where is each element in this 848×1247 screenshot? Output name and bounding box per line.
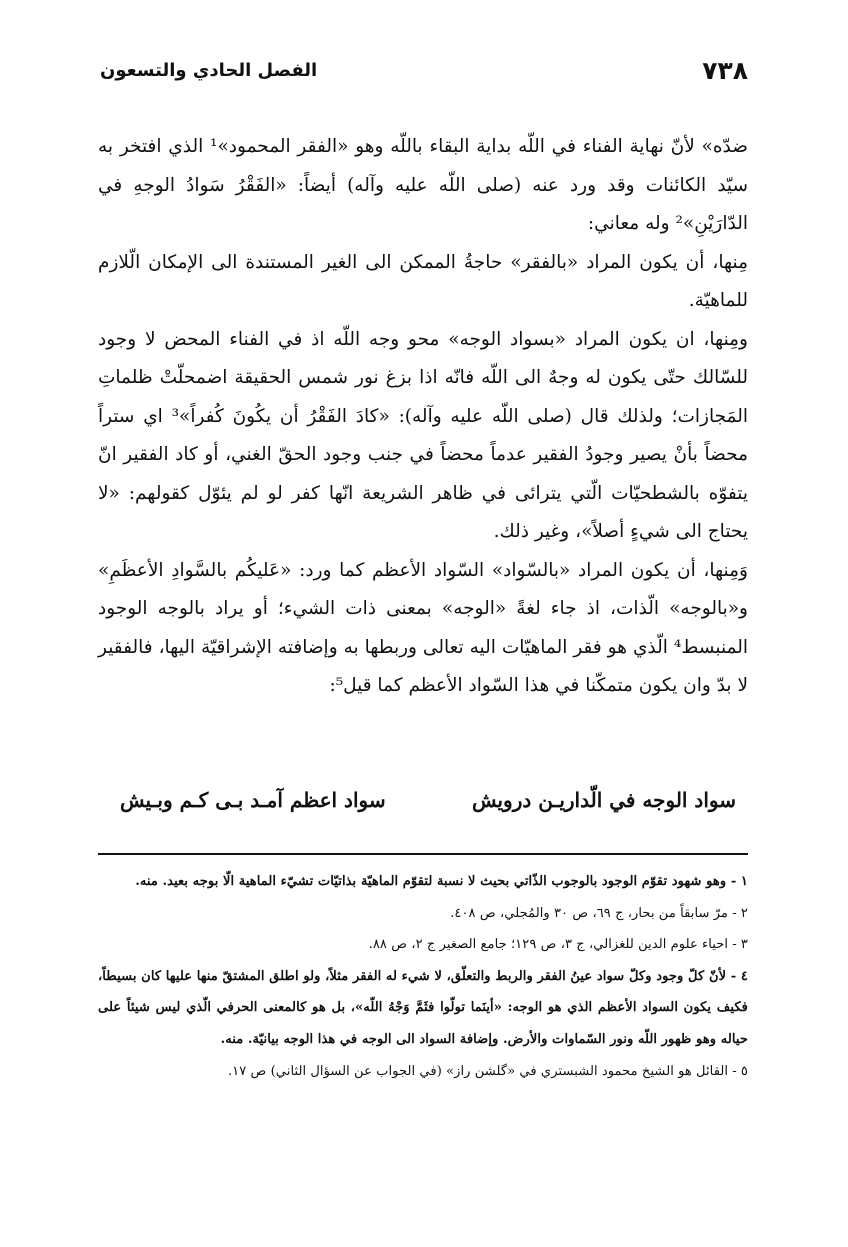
- paragraph: ضدّه» لأنّ نهاية الفناء في اللّه بداية البقاء باللّه وهو «الفقر المحمود»¹ الذي افتخر به سيّد الكائنات وقد ورد عنه (صلى اللّه عليه وآله) أيضاً: «الفَقْرُ سَوادُ الوجهِ في الدّارَيْنِ»² وله معاني:: [98, 136, 748, 234]
- footnote: ٣ - احياء علوم الدين للغزالي، ج ٣، ص ١٢٩؛ جامع الصغير ج ٢، ص ٨٨.: [368, 937, 748, 953]
- footnote: ٤ - لأنّ كلّ وجود وكلّ سواد عينُ الفقر والربط والتعلّق، لا شيء له الفقر مثلاً، ولو اطلق المشتقّ منها عليها كان بسيطاً، فكيف يكون السواد الأعظم الذي هو الوجه: «أينَما تولّوا فثَمَّ وَجْهُ اللّه»، بل هو كالمعنى الحرفي الّذي ليس شيئاً على حياله وهو ظهور اللّه ونور السّماوات والأرض. وإضافة السواد الى الوجه في هذا الوجه بيانيّة. منه.: [98, 968, 748, 1047]
- paragraph: مِنها، أن يكون المراد «بالفقر» حاجةُ الممكن الى الغير المستندة الى الإمكان الّلازم للماهيّة.: [98, 251, 748, 311]
- footnote: ١ - وهو شهود تقوّم الوجود بالوجوب الذّاتي بحيث لا نسبة لتقوّم الماهيّة بذاتيّات تشيّء الماهية الّا بوجه بعيد. منه.: [135, 874, 748, 889]
- main-text: [98, 128, 748, 706]
- running-title: الفصل الحادي والتسعون: [100, 60, 318, 81]
- footnotes: [98, 866, 748, 1087]
- page-number: ٧٣٨: [702, 56, 748, 85]
- poem-hemistich-right: سواد الوجه في الّداريـن درويش: [471, 788, 736, 812]
- paragraph: ومِنها، ان يكون المراد «بسواد الوجه» محو وجه اللّه اذ في الفناء المحض لا وجود للسّالك حتّى يكون له وجهٌ الى اللّه فانّه اذا بزغ نور شمس الحقيقة اضمحلّتْ ظلماتِ المَجازات؛ ولذلك قال (صلى اللّه عليه وآله): «كادَ الفَقْرُ أن يكُونَ كُفراً»³ اي ستراً محضاً بأنْ يصير وجودُ الفقير عدماً محضاً في جنب وجود الحقّ الغني، أو كاد الفقير انّ يتفوّه بالشطحيّات الّتي يترائى في ظاهر الشريعة انّها كفر لو لم يئوّل كقولهم: «لا يحتاج الى شيءٍ أصلاً»، وغير ذلك.: [98, 328, 749, 542]
- footnote: ٢ - مرّ سابقاً من بحار، ج ٦٩، ص ٣٠ والمُجلي، ص ٤٠٨.: [450, 905, 748, 921]
- page-header: [100, 56, 748, 92]
- footnote: ٥ - القائل هو الشيخ محمود الشبستري في «گلشن راز» (في الجواب عن السؤال الثاني) ص ١٧.: [227, 1063, 748, 1079]
- poem-hemistich-left: سواد اعظم آمـد بـى كـم وبـيش: [120, 788, 386, 812]
- paragraph: وَمِنها، أن يكون المراد «بالسّواد» السّواد الأعظم كما ورد: «عَليكُم بالسَّوادِ الأعظَمِ» و«بالوجه» الّذات، اذ جاء لغةً «الوجه» بمعنى ذات الشيء؛ أو يراد بالوجه الوجود المنبسط⁴ الّذي هو فقر الماهيّات اليه تعالى وربطها به وإضافته الإشراقيّة اليها، فالفقير لا بدّ وان يكون متمكّنا في هذا السّواد الأعظم كما قيل⁵:: [98, 559, 748, 696]
- poem-verse: [120, 788, 736, 828]
- footnote-divider: [98, 853, 748, 855]
